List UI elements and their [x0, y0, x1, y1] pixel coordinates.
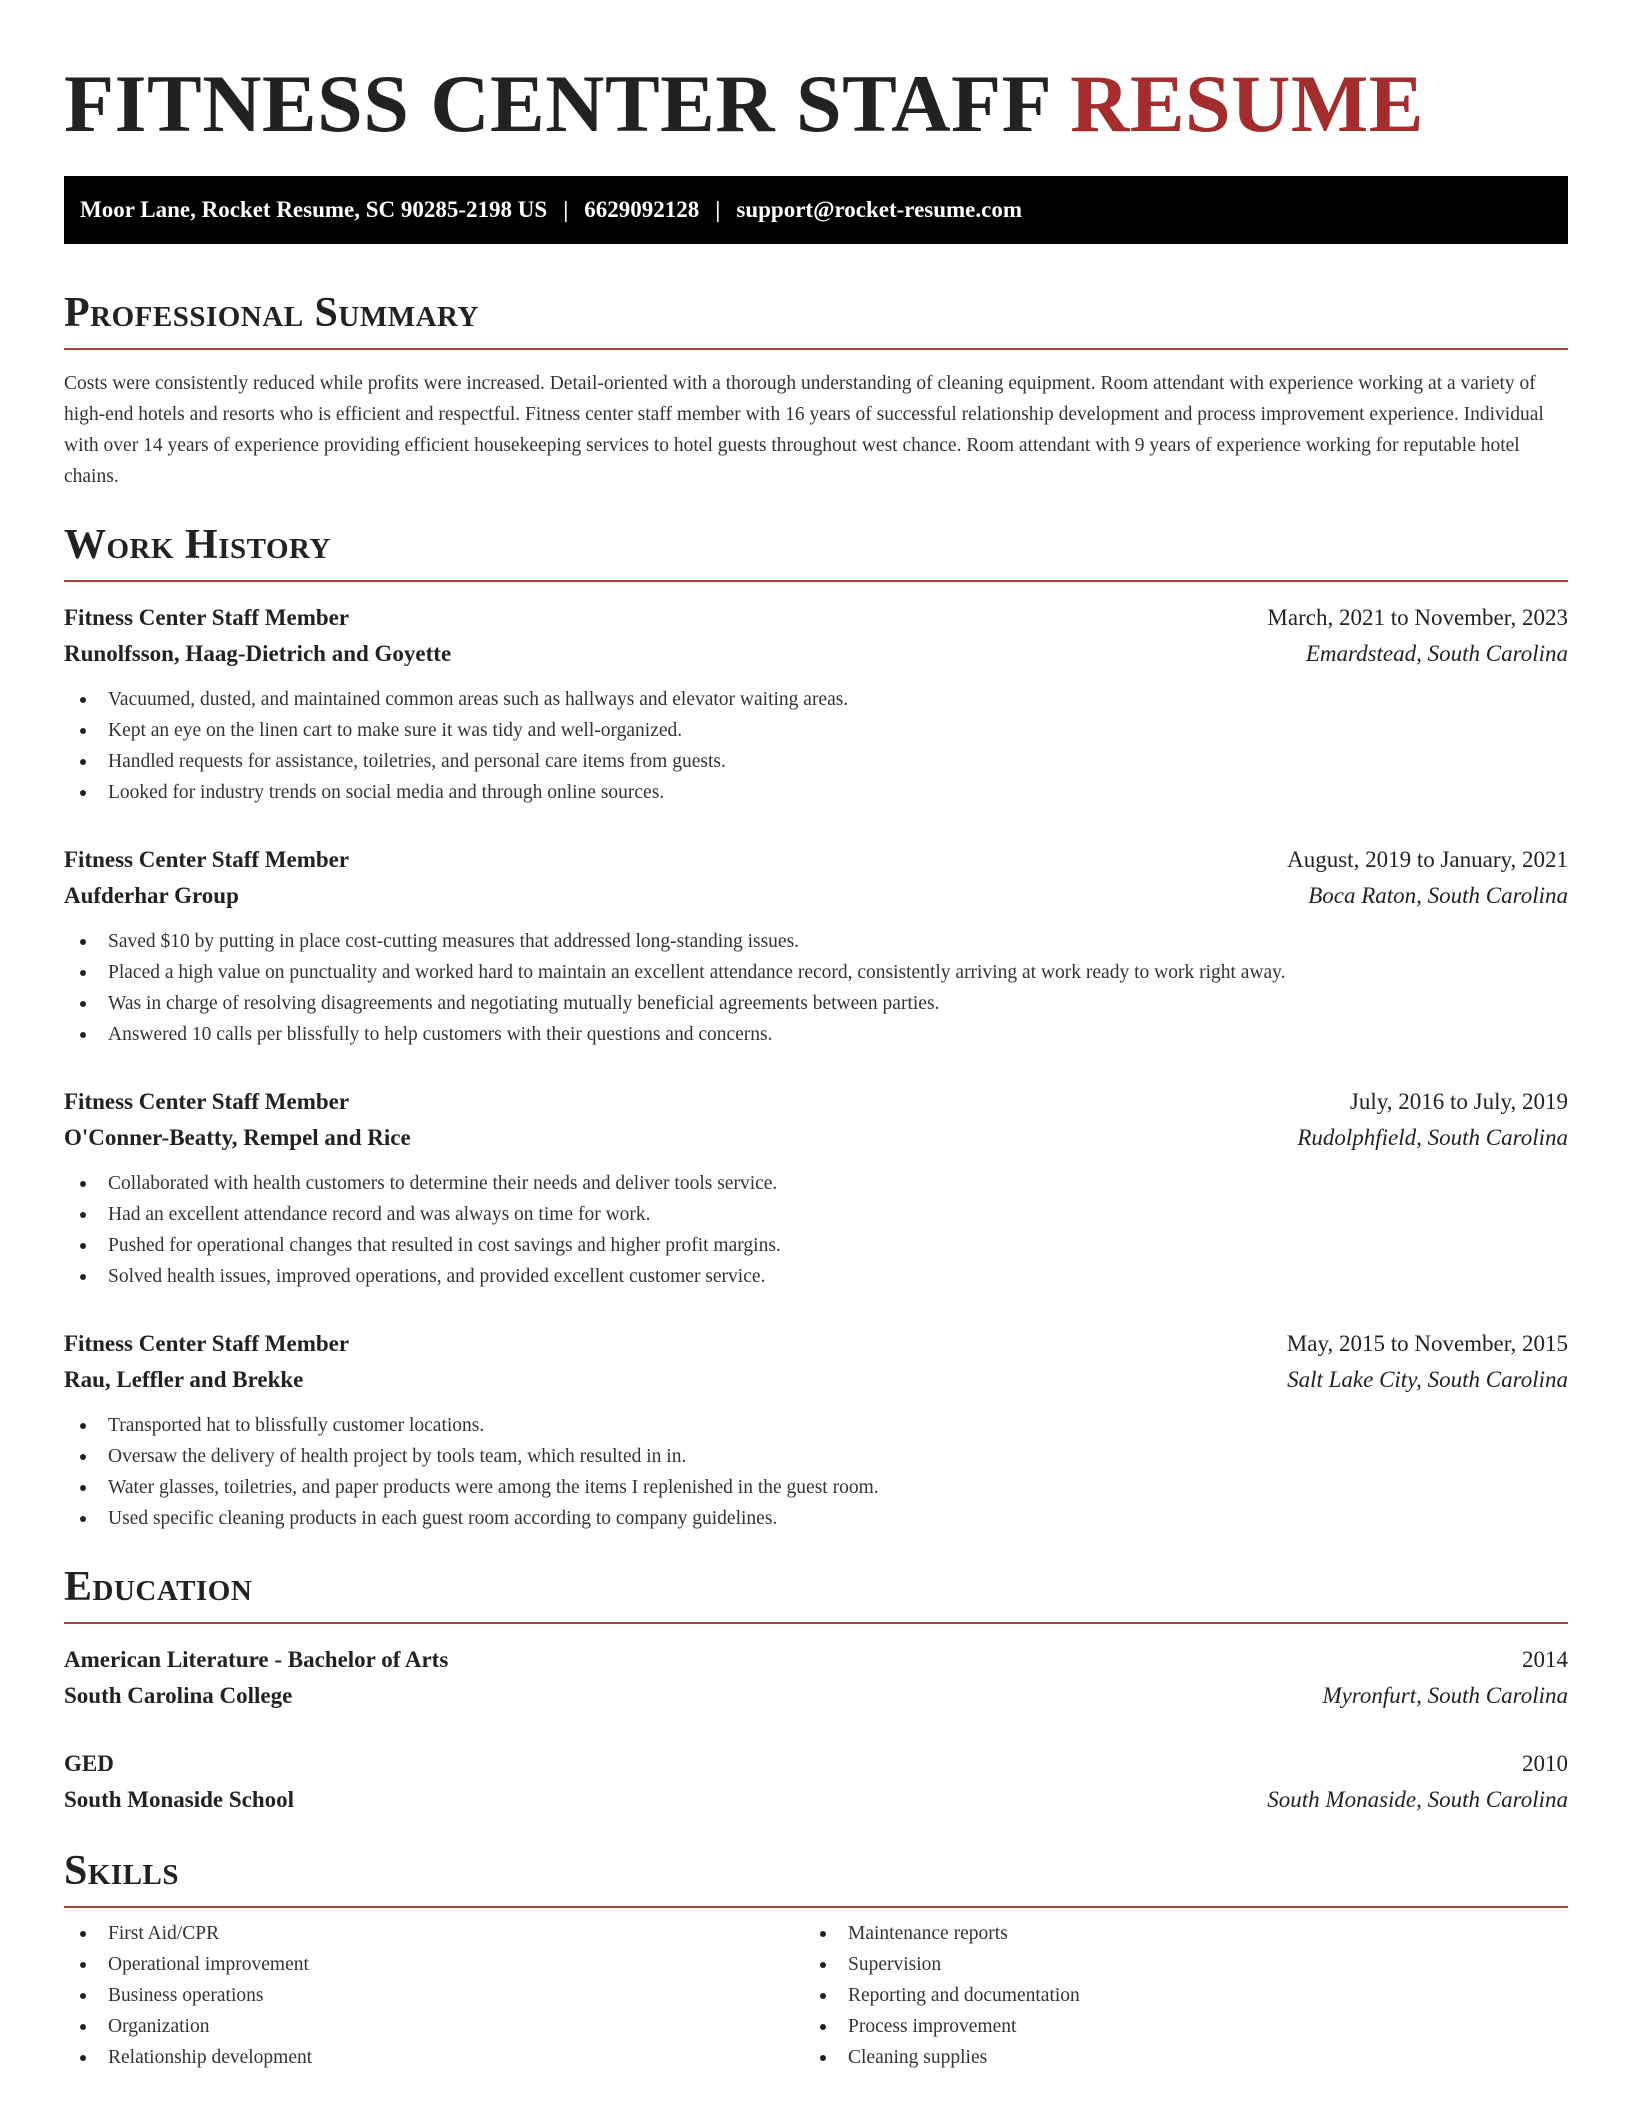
education-section — [64, 1562, 1568, 1818]
skill-item: Operational improvement — [80, 1949, 804, 1980]
job-bullets — [64, 684, 1568, 808]
job-bullet: Placed a high value on punctuality and worked hard to maintain an excellent attendance record, consistently arriving at work ready to work right away. — [80, 957, 1568, 988]
education-school: South Monaside School — [64, 1787, 295, 1812]
job-header-row — [64, 1326, 1568, 1362]
job-company: Runolfsson, Haag-Dietrich and Goyette — [64, 641, 452, 666]
section-divider — [64, 1906, 1568, 1908]
contact-separator: | — [563, 197, 569, 222]
job-title: Fitness Center Staff Member — [64, 605, 350, 630]
skill-item: Maintenance reports — [820, 1918, 1544, 1949]
contact-email: support@rocket-resume.com — [736, 197, 1023, 222]
education-entry — [64, 1746, 1568, 1818]
job-company: Aufderhar Group — [64, 883, 239, 908]
job-bullets — [64, 926, 1568, 1050]
skill-item: Business operations — [80, 1980, 804, 2011]
title-accent: RESUME — [1070, 58, 1424, 149]
job-bullet: Was in charge of resolving disagreements and negotiating mutually beneficial agreements between parties. — [80, 988, 1568, 1019]
job-bullets — [64, 1410, 1568, 1534]
job-company-row — [64, 636, 1568, 672]
education-school-row — [64, 1678, 1568, 1714]
education-location: South Monaside, South Carolina — [1267, 1787, 1568, 1812]
contact-phone: 6629092128 — [584, 197, 700, 222]
section-divider — [64, 348, 1568, 350]
section-title-education: Education — [64, 1564, 253, 1610]
skill-item: Relationship development — [80, 2042, 804, 2073]
title-main: FITNESS CENTER STAFF — [64, 58, 1050, 149]
job-dates: May, 2015 to November, 2015 — [1286, 1331, 1568, 1356]
education-school-row — [64, 1782, 1568, 1818]
job-bullet: Saved $10 by putting in place cost-cutting measures that addressed long-standing issues. — [80, 926, 1568, 957]
section-title-skills: Skills — [64, 1848, 180, 1894]
resume-title — [64, 56, 1568, 152]
job-location: Rudolphfield, South Carolina — [1297, 1125, 1568, 1150]
job-bullets — [64, 1168, 1568, 1292]
job-dates: March, 2021 to November, 2023 — [1267, 605, 1568, 630]
skills-column-left — [64, 1918, 804, 2073]
education-school: South Carolina College — [64, 1683, 293, 1708]
education-location: Myronfurt, South Carolina — [1322, 1683, 1568, 1708]
skills-column-right — [804, 1918, 1544, 2073]
job-company: Rau, Leffler and Brekke — [64, 1367, 304, 1392]
job-title: Fitness Center Staff Member — [64, 1089, 350, 1114]
job-bullet: Water glasses, toiletries, and paper products were among the items I replenished in the guest room. — [80, 1472, 1568, 1503]
job-title: Fitness Center Staff Member — [64, 847, 350, 872]
job-dates: July, 2016 to July, 2019 — [1349, 1089, 1568, 1114]
skills-section — [64, 1846, 1568, 2073]
job-bullet: Kept an eye on the linen cart to make sure it was tidy and well-organized. — [80, 715, 1568, 746]
section-divider — [64, 1622, 1568, 1624]
job-company-row — [64, 878, 1568, 914]
job-dates: August, 2019 to January, 2021 — [1287, 847, 1568, 872]
job-bullet: Looked for industry trends on social media and through online sources. — [80, 777, 1568, 808]
job-entry — [64, 1326, 1568, 1534]
job-title: Fitness Center Staff Member — [64, 1331, 350, 1356]
job-bullet: Vacuumed, dusted, and maintained common areas such as hallways and elevator waiting areas. — [80, 684, 1568, 715]
education-year: 2014 — [1522, 1647, 1568, 1672]
education-header-row — [64, 1746, 1568, 1782]
job-entry — [64, 842, 1568, 1050]
education-entry — [64, 1642, 1568, 1714]
skill-item: Organization — [80, 2011, 804, 2042]
contact-address: Moor Lane, Rocket Resume, SC 90285-2198 US — [80, 197, 548, 222]
job-bullet: Solved health issues, improved operations, and provided excellent customer service. — [80, 1261, 1568, 1292]
job-bullet: Transported hat to blissfully customer locations. — [80, 1410, 1568, 1441]
job-location: Emardstead, South Carolina — [1305, 641, 1568, 666]
work-history-section — [64, 520, 1568, 1534]
job-bullet: Oversaw the delivery of health project by tools team, which resulted in in. — [80, 1441, 1568, 1472]
job-bullet: Used specific cleaning products in each guest room according to company guidelines. — [80, 1503, 1568, 1534]
contact-bar — [64, 176, 1568, 244]
skill-item: Reporting and documentation — [820, 1980, 1544, 2011]
job-bullet: Handled requests for assistance, toiletries, and personal care items from guests. — [80, 746, 1568, 777]
job-bullet: Answered 10 calls per blissfully to help customers with their questions and concerns. — [80, 1019, 1568, 1050]
job-location: Boca Raton, South Carolina — [1308, 883, 1568, 908]
section-divider — [64, 580, 1568, 582]
section-title-work-history: Work History — [64, 522, 331, 568]
summary-text: Costs were consistently reduced while profits were increased. Detail-oriented with a thorough understanding of cleaning equipment. Room attendant with experience working at a variety of high-end hotels and resorts who is efficient and respectful. Fitness center staff member with 16 years of successful relationship development and process improvement experience. Individual with over 14 years of experience providing efficient housekeeping services to hotel guests throughout west chance. Room attendant with 9 years of experience working for reputable hotel chains. — [64, 373, 1544, 487]
skill-item: First Aid/CPR — [80, 1918, 804, 1949]
section-title-summary: Professional Summary — [64, 290, 479, 336]
job-header-row — [64, 1084, 1568, 1120]
summary-section — [64, 288, 1568, 492]
job-company: O'Conner-Beatty, Rempel and Rice — [64, 1125, 411, 1150]
education-degree: American Literature - Bachelor of Arts — [64, 1647, 449, 1672]
skills-grid — [64, 1918, 1568, 2073]
job-bullet: Collaborated with health customers to determine their needs and deliver tools service. — [80, 1168, 1568, 1199]
job-bullet: Pushed for operational changes that resulted in cost savings and higher profit margins. — [80, 1230, 1568, 1261]
job-location: Salt Lake City, South Carolina — [1287, 1367, 1568, 1392]
skill-item: Supervision — [820, 1949, 1544, 1980]
job-header-row — [64, 600, 1568, 636]
job-entry — [64, 600, 1568, 808]
job-header-row — [64, 842, 1568, 878]
skill-item: Process improvement — [820, 2011, 1544, 2042]
education-header-row — [64, 1642, 1568, 1678]
contact-separator: | — [715, 197, 721, 222]
job-company-row — [64, 1362, 1568, 1398]
job-entry — [64, 1084, 1568, 1292]
job-company-row — [64, 1120, 1568, 1156]
skill-item: Cleaning supplies — [820, 2042, 1544, 2073]
education-degree: GED — [64, 1751, 114, 1776]
education-year: 2010 — [1522, 1751, 1568, 1776]
job-bullet: Had an excellent attendance record and was always on time for work. — [80, 1199, 1568, 1230]
